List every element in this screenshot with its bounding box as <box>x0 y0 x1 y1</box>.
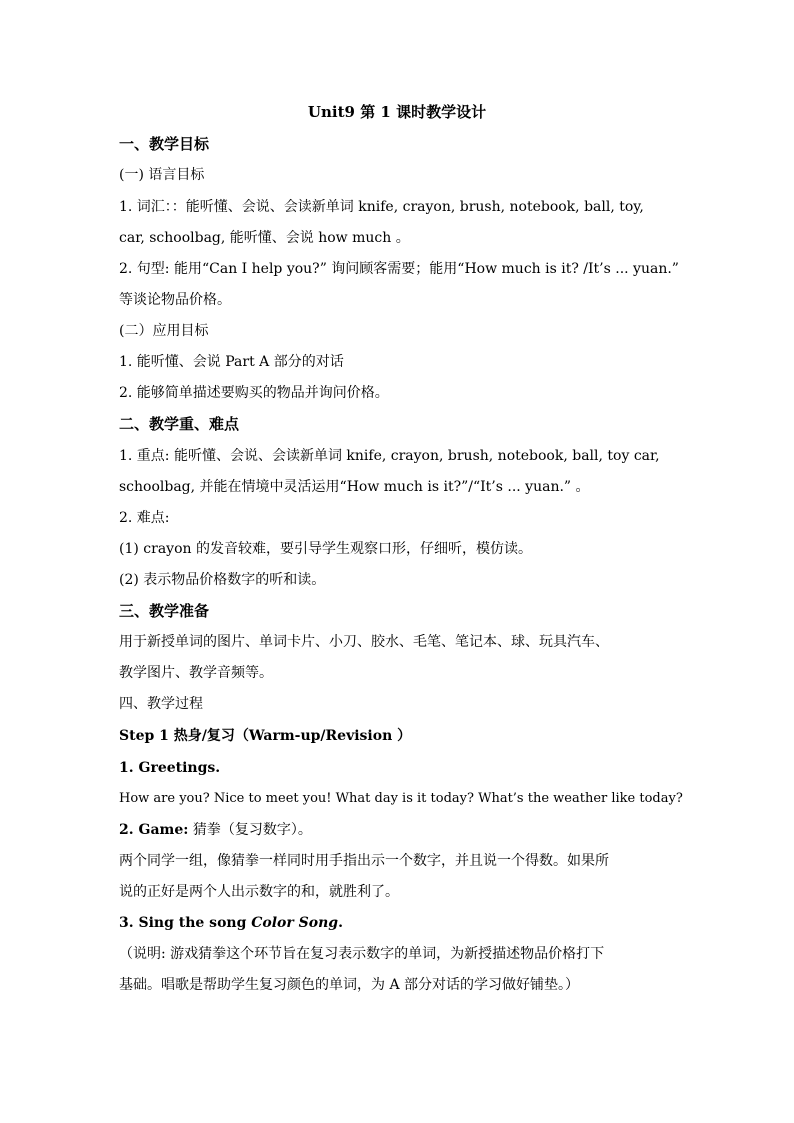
note-line-1: （说明: 游戏猜拳这个环节旨在复习表示数字的单词，为新授描述物品价格打下 <box>119 946 605 962</box>
difficulty-item-1: (1) crayon 的发音较难，要引导学生观察口形，仔细听，模仿读。 <box>119 541 532 557</box>
preparation-line-1: 用于新授单词的图片、单词卡片、小刀、胶水、毛笔、笔记本、球、玩具汽车、 <box>119 634 609 650</box>
difficulty-label: 2. 难点: <box>119 510 170 526</box>
difficulty-item-2: (2) 表示物品价格数字的听和读。 <box>119 572 326 588</box>
game-heading: 2. Game: <box>119 822 189 838</box>
note-line-2: 基础。唱歌是帮助学生复习颜色的单词，为 A 部分对话的学习做好铺垫。） <box>119 977 580 993</box>
section-heading-objectives: 一、教学目标 <box>119 135 210 153</box>
application-item-2: 2. 能够简单描述要购买的物品并询问价格。 <box>119 385 389 401</box>
document-title: Unit9 第 1 课时教学设计 <box>307 103 487 121</box>
vocab-line-2: car, schoolbag, 能听懂、会说 how much 。 <box>119 230 410 246</box>
sing-period: . <box>338 915 343 931</box>
sentence-line-2: 等谈论物品价格。 <box>119 292 231 308</box>
sing-heading: 3. Sing the song <box>119 915 252 931</box>
section-heading-preparation: 三、教学准备 <box>119 602 210 620</box>
sentence-line-1: 2. 句型: 能用“Can I help you?” 询问顾客需要；能用“How much is it? /It’s ... yuan.” <box>119 261 679 277</box>
game-title: 猜拳（复习数字）。 <box>188 822 312 838</box>
greetings-heading: 1. Greetings. <box>119 760 221 776</box>
game-line <box>119 820 679 840</box>
vocab-line-1: 1. 词汇：：能听懂、会说、会读新单词 knife, crayon, brush, notebook, ball, toy, <box>119 199 644 215</box>
key-point-line-1: 1. 重点: 能听懂、会说、会读新单词 knife, crayon, brush, notebook, ball, toy car, <box>119 448 660 464</box>
subheading-language-goals: (一) 语言目标 <box>119 167 205 183</box>
greetings-text: How are you? Nice to meet you! What day is it today? What’s the weather like today? <box>119 791 683 806</box>
game-rule-line-1: 两个同学一组，像猜拳一样同时用手指出示一个数字，并且说一个得数。如果所 <box>119 853 609 869</box>
game-rule-line-2: 说的正好是两个人出示数字的和，就胜利了。 <box>119 884 399 900</box>
section-heading-process: 四、教学过程 <box>119 696 203 712</box>
section-heading-key-points: 二、教学重、难点 <box>119 415 240 433</box>
key-point-line-2: schoolbag, 并能在情境中灵活运用“How much is it?”/“It’s ... yuan.” 。 <box>119 479 590 495</box>
application-item-1: 1. 能听懂、会说 Part A 部分的对话 <box>119 354 344 370</box>
song-title: Color Song <box>251 915 339 931</box>
step1-heading: Step 1 热身/复习（Warm-up/Revision ） <box>119 728 412 744</box>
preparation-line-2: 教学图片、教学音频等。 <box>119 665 273 681</box>
sing-line <box>119 913 679 933</box>
subheading-application-goals: (二）应用目标 <box>119 323 209 339</box>
